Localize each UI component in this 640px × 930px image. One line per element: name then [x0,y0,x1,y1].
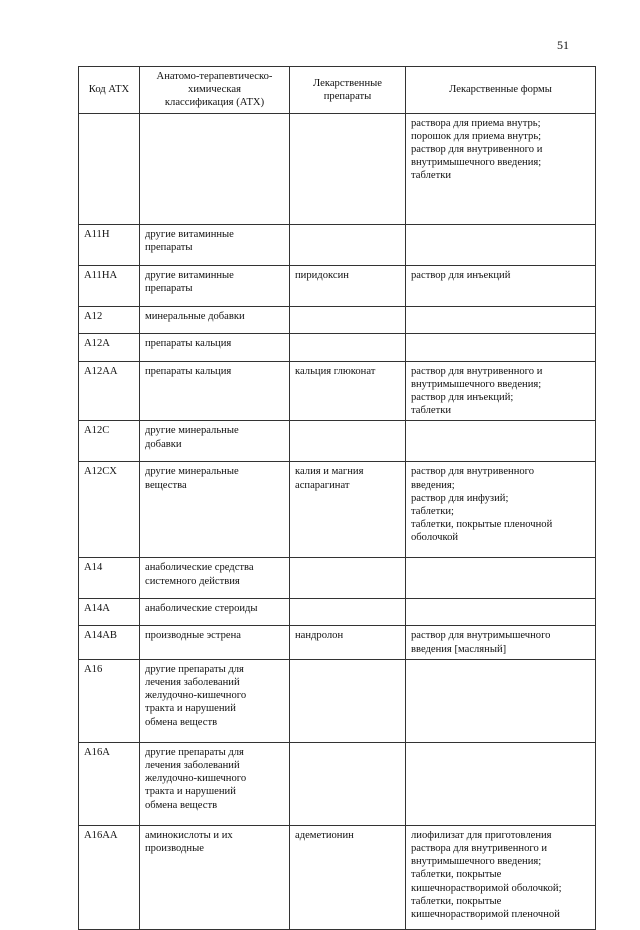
cell-text-line: аминокислоты и их [145,829,233,841]
cell-text-line: раствор для внутривенного и [411,144,543,156]
cell-text-line: тракта и нарушений [145,703,236,715]
table-row [79,361,596,421]
cell-text-line: раствора для внутривенного и [411,843,548,855]
atx-classification-cell [140,113,290,224]
cell-text-line: A12 [84,310,103,322]
cell-text-line: A12C [84,425,110,437]
header-drugs [290,67,406,114]
cell-text-line: таблетки, покрытые [411,895,502,907]
cell-text-line: добавки [145,438,182,450]
cell-text-line: препараты кальция [145,337,232,349]
cell-text-line: вещества [145,479,187,491]
atx-classification-cell [140,306,290,333]
cell-text-line: таблетки [411,170,452,182]
cell-text-line: введения [масляный] [411,643,507,655]
cell-text-line: раствора для приема внутрь; [411,117,541,129]
header-atx-code [79,67,140,114]
header-line: химическая [188,84,241,96]
cell-text-line: лечения заболеваний [145,677,240,689]
dosage-forms-cell [406,224,596,265]
dosage-forms-cell [406,626,596,659]
dosage-forms-cell [406,659,596,742]
cell-text-line: системного действия [145,575,240,587]
atx-code-cell [79,659,140,742]
table-row [79,599,596,626]
cell-text-line: препараты кальция [145,365,232,377]
drug-name-cell [290,113,406,224]
table-header-row [79,67,596,114]
cell-text-line: раствор для инфузий; [411,492,509,504]
drug-name-cell [290,659,406,742]
table-row [79,558,596,599]
atx-classification-cell [140,361,290,421]
table-row [79,626,596,659]
cell-text-line: раствор для внутривенного и [411,365,543,377]
cell-text-line: A12AA [84,365,118,377]
cell-text-line: внутримышечного введения; [411,378,542,390]
cell-text-line: раствор для внутримышечного [411,630,551,642]
cell-text-line: производные [145,843,204,855]
atx-classification-cell [140,626,290,659]
cell-text-line: лечения заболеваний [145,760,240,772]
drug-name-cell [290,421,406,462]
drug-name-cell [290,265,406,306]
cell-text-line: A14AB [84,630,117,642]
atx-classification-cell [140,599,290,626]
atx-code-cell [79,224,140,265]
atx-code-cell [79,825,140,929]
drug-name-cell [290,306,406,333]
cell-text-line: таблетки [411,405,452,417]
cell-text-line: таблетки; [411,506,454,518]
cell-text-line: A12CX [84,466,117,478]
cell-text-line: пиридоксин [295,269,349,281]
atx-classification-cell [140,558,290,599]
cell-text-line: внутримышечного введения; [411,856,542,868]
header-line: классификация (АТХ) [164,97,265,109]
page-number: 51 [557,38,569,52]
drug-name-cell [290,462,406,558]
cell-text-line: A16AA [84,829,118,841]
cell-text-line: A12A [84,337,110,349]
dosage-forms-cell [406,558,596,599]
dosage-forms-cell [406,462,596,558]
dosage-forms-cell [406,333,596,361]
cell-text-line: другие витаминные [145,228,234,240]
atx-classification-cell [140,742,290,825]
dosage-forms-cell [406,361,596,421]
cell-text-line: кишечнорастворимой пленочной [411,909,560,921]
cell-text-line: A14 [84,562,103,574]
dosage-forms-cell [406,825,596,929]
cell-text-line: таблетки, покрытые [411,869,502,881]
header-line: Лекарственные [313,77,382,89]
drug-name-cell [290,333,406,361]
dosage-forms-cell [406,113,596,224]
cell-text-line: кальция глюконат [295,365,376,377]
atx-code-cell [79,333,140,361]
table-row [79,462,596,558]
drug-name-cell [290,825,406,929]
atx-code-cell [79,462,140,558]
cell-text-line: анаболические стероиды [145,603,258,615]
drug-name-cell [290,224,406,265]
dosage-forms-cell [406,742,596,825]
atx-code-cell [79,421,140,462]
cell-text-line: калия и магния [295,466,364,478]
table-row [79,333,596,361]
table-row [79,224,596,265]
cell-text-line: введения; [411,479,455,491]
table-row [79,265,596,306]
atx-classification-cell [140,462,290,558]
atx-code-cell [79,265,140,306]
atx-classification-cell [140,224,290,265]
cell-text-line: раствор для инъекций; [411,392,514,404]
cell-text-line: обмена веществ [145,799,218,811]
atx-code-cell [79,742,140,825]
header-line: Анатомо-терапевтическо- [156,71,273,82]
drug-name-cell [290,742,406,825]
dosage-forms-cell [406,599,596,626]
cell-text-line: таблетки, покрытые пленочной [411,519,553,531]
cell-text-line: лиофилизат для приготовления [411,829,552,841]
header-line: препараты [323,90,372,102]
cell-text-line: A11HA [84,269,118,281]
header-dosage-forms [406,67,596,114]
atx-classification-cell [140,421,290,462]
drug-name-cell [290,558,406,599]
atx-classification-cell [140,825,290,929]
dosage-forms-cell [406,306,596,333]
drug-name-cell [290,626,406,659]
cell-text-line: другие минеральные [145,425,239,437]
header-line: Код АТХ [88,84,130,96]
atx-code-cell [79,361,140,421]
cell-text-line: другие витаминные [145,269,234,281]
cell-text-line: препараты [145,241,193,253]
cell-text-line: порошок для приема внутрь; [411,130,542,142]
cell-text-line: препараты [145,282,193,294]
dosage-forms-cell [406,421,596,462]
atx-classification-table [78,66,596,930]
cell-text-line: другие минеральные [145,466,239,478]
atx-classification-cell [140,333,290,361]
atx-code-cell [79,626,140,659]
cell-text-line: другие препараты для [145,746,244,758]
atx-code-cell [79,306,140,333]
cell-text-line: оболочкой [411,532,459,544]
header-line: Лекарственные формы [449,84,552,96]
cell-text-line: обмена веществ [145,716,218,728]
atx-code-cell [79,599,140,626]
cell-text-line: адеметионин [295,829,354,841]
cell-text-line: кишечнорастворимой оболочкой; [411,882,562,894]
atx-classification-cell [140,659,290,742]
atx-code-cell [79,113,140,224]
header-atx-classification [140,67,290,114]
dosage-forms-cell [406,265,596,306]
cell-text-line: производные эстрена [145,630,241,642]
cell-text-line: A14A [84,603,110,615]
cell-text-line: A11H [84,228,110,240]
table-row [79,825,596,929]
table-row [79,742,596,825]
cell-text-line: A16A [84,746,110,758]
cell-text-line: тракта и нарушений [145,786,236,798]
atx-code-cell [79,558,140,599]
cell-text-line: внутримышечного введения; [411,157,542,169]
table-row [79,421,596,462]
cell-text-line: минеральные добавки [145,310,245,322]
cell-text-line: нандролон [295,630,344,642]
table-row [79,113,596,224]
cell-text-line: другие препараты для [145,663,244,675]
cell-text-line: раствор для внутривенного [411,466,535,478]
drug-name-cell [290,361,406,421]
atx-classification-cell [140,265,290,306]
cell-text-line: желудочно-кишечного [145,690,247,702]
cell-text-line: A16 [84,663,103,675]
cell-text-line: раствор для инъекций [411,269,511,281]
table-row [79,306,596,333]
cell-text-line: аспарагинат [295,479,350,491]
drug-name-cell [290,599,406,626]
table-row [79,659,596,742]
cell-text-line: анаболические средства [145,562,254,574]
cell-text-line: желудочно-кишечного [145,773,247,785]
